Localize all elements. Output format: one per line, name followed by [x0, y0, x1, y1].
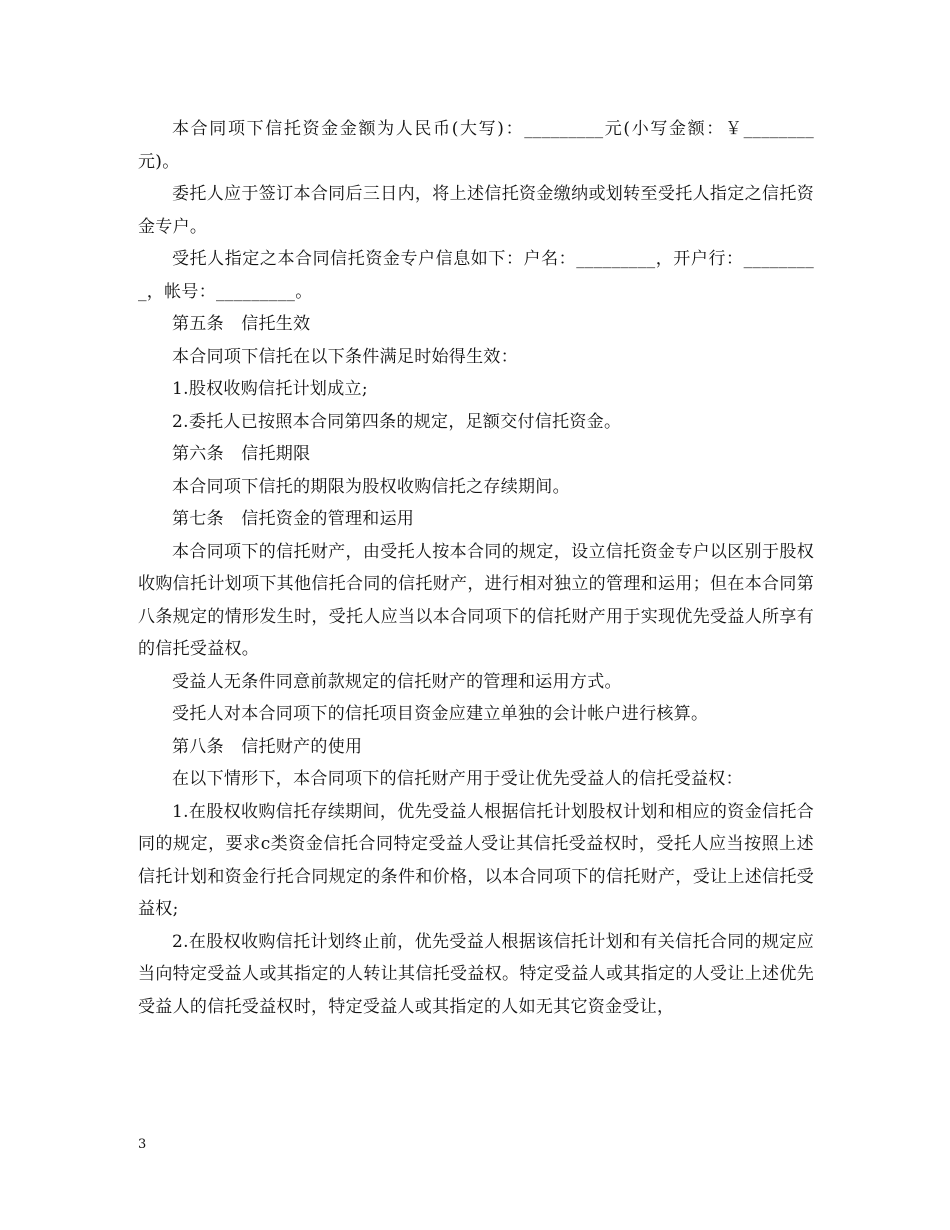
article-heading-7: 第七条 信托资金的管理和运用 [172, 509, 415, 529]
paragraph-trust-amount: 本合同项下信托资金金额为人民币(大写)：_________元(小写金额：￥________元)。 [138, 119, 814, 172]
paragraph-trust-management: 本合同项下的信托财产，由受托人按本合同的规定，设立信托资金专户以区别于股权收购信托计划项下其他信托合同的信托财产，进行相对独立的管理和运用；但在本合同第八条规定的情形发生时，受托人应当以本合同项下的信托财产用于实现优先受益人所享有的信托受益权。 [138, 541, 814, 659]
list-item-effect-2: 2.委托人已按照本合同第四条的规定，足额交付信托资金。 [172, 411, 622, 432]
paragraph-effect-conditions: 本合同项下信托在以下条件满足时始得生效： [172, 346, 518, 367]
paragraph-usage-intro: 在以下情形下，本合同项下的信托财产用于受让优先受益人的信托受益权： [172, 769, 743, 789]
article-heading-8: 第八条 信托财产的使用 [172, 736, 363, 757]
list-item-effect-1: 1.股权收购信托计划成立; [172, 379, 368, 399]
list-item-usage-1: 1.在股权收购信托存续期间，优先受益人根据信托计划股权计划和相应的资金信托合同的规定，要求c类资金信托合同特定受益人受让其信托受益权时，受托人应当按照上述信托计划和资金行托合同规定的条件和价格，以本合同项下的信托财产，受让上述信托受益权; [138, 801, 814, 919]
list-item-usage-2: 2.在股权收购信托计划终止前，优先受益人根据该信托计划和有关信托合同的规定应当向特定受益人或其指定的人转让其信托受益权。特定受益人或其指定的人受让上述优先受益人的信托受益权时，特定受益人或其指定的人如无其它资金受让， [138, 931, 814, 1017]
document-body [138, 113, 814, 1023]
paragraph-beneficiary-consent: 受益人无条件同意前款规定的信托财产的管理和运用方式。 [172, 671, 622, 692]
paragraph-trust-term: 本合同项下信托的期限为股权收购信托之存续期间。 [172, 476, 570, 497]
paragraph-accounting: 受托人对本合同项下的信托项目资金应建立单独的会计帐户进行核算。 [172, 704, 709, 724]
article-heading-6: 第六条 信托期限 [172, 444, 311, 464]
paragraph-account-info: 受托人指定之本合同信托资金专户信息如下：户名：_________，开户行：_________，帐号：_________。 [138, 249, 814, 302]
page-number: 3 [138, 1137, 147, 1152]
article-heading-5: 第五条 信托生效 [172, 314, 311, 334]
paragraph-payment-deadline: 委托人应于签订本合同后三日内，将上述信托资金缴纳或划转至受托人指定之信托资金专户。 [138, 184, 814, 237]
